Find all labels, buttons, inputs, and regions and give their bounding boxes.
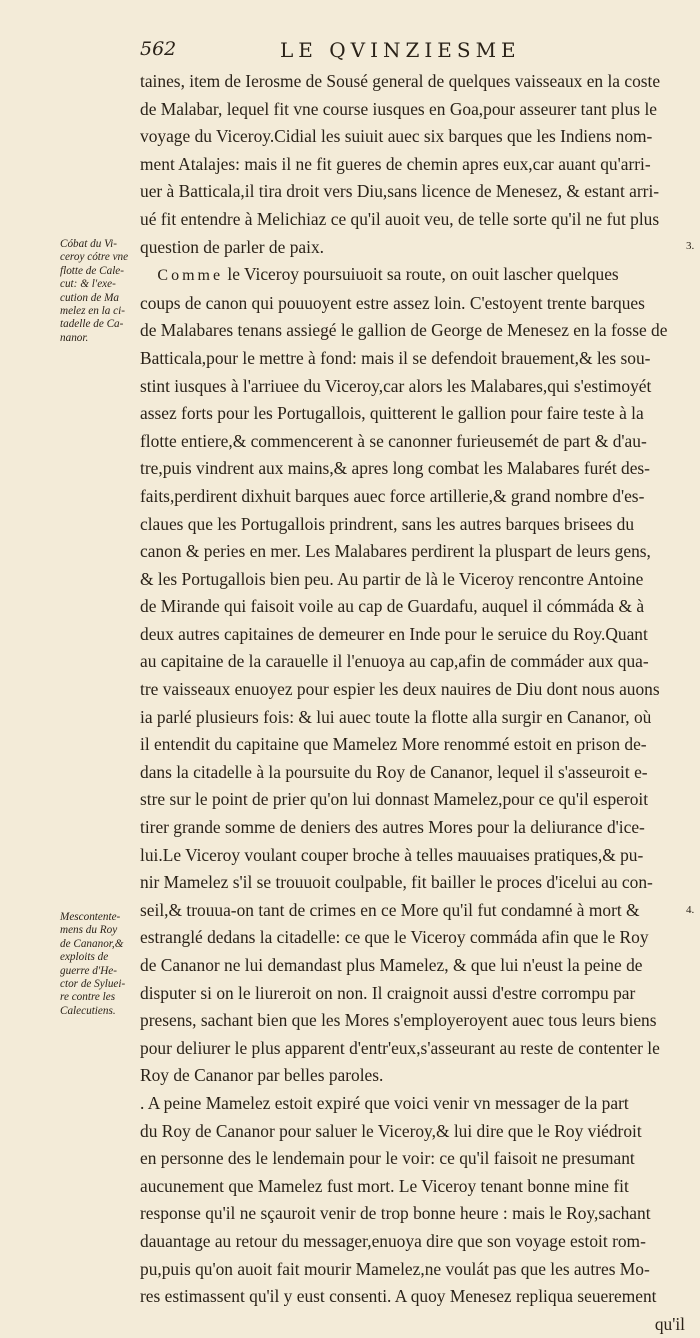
first-line-rest: le Viceroy poursuiuoit sa route, on ouit lascher quelques: [223, 264, 619, 285]
text-line: voyage du Viceroy.Cidial les suiuit auec six barques que les Indiens nom-: [140, 126, 653, 147]
catchword: qu'il: [654, 1313, 685, 1334]
text-line: & les Portugallois bien peu. Au partir de là le Viceroy rencontre Antoine: [140, 568, 644, 589]
paragraph-3: [140, 1090, 685, 1338]
text-line: dauantage au retour du messager,enuoya dire que son voyage estoit rom-: [140, 1230, 646, 1251]
text-line: il entendit du capitaine que Mamelez More renommé estoit en prison de-: [140, 734, 647, 755]
margin-note-line: flotte de Cale-: [60, 264, 125, 277]
text-line: ment Atalajes: mais il ne fit gueres de chemin apres eux,car auant qu'arri-: [140, 153, 651, 174]
text-line: lui.Le Viceroy voulant couper broche à telles mauuaises pratiques,& pu-: [140, 844, 644, 865]
text-line: claues que les Portugallois prindrent, sans les autres barques brisees du: [140, 513, 635, 534]
text-line: stre sur le point de prier qu'on lui donnast Mamelez,pour ce qu'il esperoit: [140, 789, 649, 810]
margin-note-line: mens du Roy: [60, 924, 118, 937]
text-line: stint iusques à l'arriuee du Viceroy,car alors les Malabares,qui s'estimoyét: [140, 375, 652, 396]
text-line: de Mirande qui faisoit voile au cap de Guardafu, auquel il cómmáda & à: [140, 596, 645, 617]
text-line: res estimassent qu'il y eust consenti. A quoy Menesez repliqua seuerement: [140, 1286, 657, 1307]
text-line: response qu'il ne sçauroit venir de trop bonne heure : mais le Roy,sachant: [140, 1203, 651, 1224]
section-marker-3: 3.: [686, 240, 695, 252]
text-line: . A peine Mamelez estoit expiré que voici venir vn messager de la part: [140, 1092, 629, 1113]
text-line: question de parler de paix.: [140, 236, 324, 257]
margin-note-line: exploits de: [60, 951, 109, 964]
text-line: pour deliurer le plus apparent d'entr'eux,s'asseurant au reste de contenter le: [140, 1037, 660, 1058]
text-line: nir Mamelez s'il se trouuoit coulpable, fit bailler le proces d'icelui au con-: [140, 872, 653, 893]
paragraph-1: [140, 68, 685, 261]
text-line: presens, sachant bien que les Mores s'employeroyent auec tous leurs biens: [140, 1010, 657, 1031]
text-line: ué fit entendre à Melichiaz ce qu'il auoit veu, de telle sorte qu'il ne fut plus: [140, 208, 660, 229]
smallcaps-opening: Comme: [157, 267, 224, 285]
margin-note-line: Calecutiens.: [60, 1004, 116, 1017]
text-line: estranglé dedans la citadelle: ce que le Viceroy commáda afin que le Roy: [140, 927, 649, 948]
margin-note-line: ceroy cótre vne: [60, 251, 129, 264]
text-line: deux autres capitaines de demeurer en Inde pour le seruice du Roy.Quant: [140, 623, 648, 644]
text-line: en personne des le lendemain pour le voir: ce qu'il faisoit ne presumant: [140, 1148, 635, 1169]
margin-note-line: ctor de Syluei-: [60, 978, 126, 991]
text-line: tirer grande somme de deniers des autres Mores pour la deliurance d'ice-: [140, 817, 645, 838]
text-line: ia parlé plusieurs fois: & lui auec toute la flotte alla surgir en Cananor, où: [140, 706, 652, 727]
text-line: du Roy de Cananor pour saluer le Viceroy,& lui dire que le Roy viédroit: [140, 1120, 642, 1141]
text-line: taines, item de Ierosme de Sousé general de quelques vaisseaux en la coste: [140, 71, 661, 91]
page-number: 562: [140, 38, 177, 60]
running-header: [140, 36, 685, 66]
margin-note-combat: [60, 238, 138, 345]
margin-note-line: de Cananor,&: [60, 937, 124, 950]
text-line: tre,puis vindrent aux mains,& apres long combat les Malabares furét des-: [140, 458, 650, 479]
text-line: flotte entiere,& commencerent à se canonner furieusemét de part & d'au-: [140, 430, 647, 451]
text-line: de Malabares tenans assiegé le gallion de George de Menesez en la fosse de: [140, 320, 668, 341]
margin-note-line: guerre d'He-: [60, 964, 117, 977]
text-line: Batticala,pour le mettre à fond: mais il se defendoit brauement,& les sou-: [140, 347, 651, 368]
text-line: seil,& trouua-on tant de crimes en ce More qu'il fut condamné à mort &: [140, 899, 640, 920]
text-line: canon & peries en mer. Les Malabares perdirent la pluspart de leurs gens,: [140, 541, 651, 562]
text-line: pu,puis qu'on auoit fait mourir Mamelez,ne voulát pas que les autres Mo-: [140, 1258, 650, 1279]
running-title: LE QVINZIESME: [280, 38, 521, 62]
text-line: faits,perdirent dixhuit barques auec force artillerie,& grand nombre d'es-: [140, 485, 645, 506]
text-line: dans la citadelle à la poursuite du Roy de Cananor, lequel il s'asseuroit e-: [140, 761, 648, 782]
text-line: de Cananor ne lui demandast plus Mamelez, & que lui n'eust la peine de: [140, 955, 643, 975]
text-line: uer à Batticala,il tira droit vers Diu,sans licence de Menesez, & estant arri-: [140, 181, 660, 202]
text-line: de Malabar, lequel fit vne course iusques en Goa,pour asseurer tant plus le: [140, 98, 657, 119]
margin-note-line: tadelle de Ca-: [60, 318, 124, 331]
margin-note-line: nanor.: [60, 331, 89, 344]
margin-note-line: melez en la ci-: [60, 305, 125, 318]
margin-note-line: re contre les: [60, 991, 116, 1004]
margin-note-line: Mescontente-: [60, 911, 121, 923]
text-line: tre vaisseaux enuoyez pour espier les deux nauires de Diu dont nous auons: [140, 679, 660, 700]
text-line: [140, 261, 685, 290]
margin-note-line: Cóbat du Vi-: [60, 238, 117, 250]
margin-note-line: cution de Ma: [60, 291, 120, 304]
text-line: assez forts pour les Portugallois, quitterent le gallion pour faire teste à la: [140, 403, 644, 424]
text-line: aucunement que Mamelez fust mort. Le Viceroy tenant bonne mine fit: [140, 1175, 629, 1196]
main-text-block: [140, 68, 685, 1338]
text-line: coups de canon qui pouuoyent estre assez loin. C'estoyent trente barques: [140, 292, 645, 313]
text-line: Roy de Cananor par belles paroles.: [140, 1065, 384, 1086]
section-marker-4: 4.: [686, 904, 695, 916]
margin-note-line: cut: & l'exe-: [60, 278, 116, 291]
text-line: disputer si on le liureroit on non. Il craignoit aussi d'estre corrompu par: [140, 982, 636, 1003]
text-line: au capitaine de la carauelle il l'enuoya au cap,afin de commáder aux qua-: [140, 651, 649, 672]
paragraph-2: [140, 261, 685, 1090]
margin-note-mescontentemens: [60, 911, 138, 1018]
